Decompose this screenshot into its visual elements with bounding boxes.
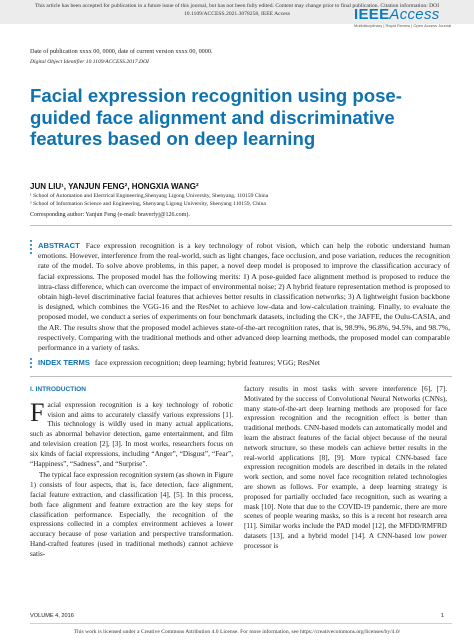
notice-line-2: 10.1109/ACCESS.2021.3078258, IEEE Access (183, 11, 291, 17)
divider-top (30, 225, 452, 226)
corresponding-author: Corresponding author: Yanjun Feng (e-mail: braverfyj@126.com). (30, 212, 190, 218)
body-column-right (244, 385, 447, 554)
logo-ieee-text: IEEE (354, 6, 390, 23)
logo-tagline: Multidisciplinary | Rapid Review | Open Access Journal (354, 23, 452, 28)
page-number: 1 (440, 613, 444, 619)
intro-paragraph-1-text: acial expression recognition is a key technology of robotic vision and aims to accurately classify various expressions [1]. This technology is wildly used in many actual applications, such as abnormal behavior detection, game entertainment, and film and television creation [2], [3]. In most works, researchers focus on six kinds of facial expressions, including “Anger”, “Disgust”, “Fear”, “Happiness”, “Sadness”, and “Surprise”. (30, 400, 233, 468)
divider-footer (30, 623, 452, 624)
body-column-left (30, 385, 233, 562)
index-terms-block (38, 358, 450, 367)
intro-paragraph-1 (30, 397, 233, 470)
ieee-access-logo (354, 6, 462, 34)
volume-label: VOLUME 4, 2016 (30, 613, 74, 619)
section-heading-introduction: I. INTRODUCTION (30, 386, 87, 393)
logo-access-text: Access (389, 6, 440, 23)
affiliation-2: ² School of Information Science and Engineering, Shenyang Ligong University, Shenyang 110159, China (30, 201, 266, 207)
affiliation-1: ¹ School of Automation and Electrical Engineering,Shenyang Ligong University, Shenyang, 110159 China (30, 193, 269, 199)
index-terms-marker-icon (30, 358, 34, 370)
index-terms-text: face expression recognition; deep learning; hybrid features; VGG; ResNet (94, 358, 320, 367)
abstract-marker-icon (30, 240, 34, 256)
paper-title: Facial expression recognition using pose-guided face alignment and discriminative features based on deep learning (30, 85, 402, 149)
abstract-text: Face expression recognition is a key technology of robot vision, which can help the robotic understand human emotions. However, interference from the real-world, such as light changes, face occlusion, and pose variation, reduces the recognition rate of the model. To solve above problems, in this paper, a novel deep model is proposed to improve the classification accuracy of facial expressions. The proposed model has the following merits: 1) A pose-guided face alignment method is proposed to reduce the intra-class difference, which can overcome the impact of environmental noise; 2) A hybrid feature representation method is proposed to obtain high-level discriminative facial features that achieves better results in classification networks; 3) A lightweight fusion backbone is designed, which combines the VGG-16 and the ResNet to achieve low-data and low-calculation training. Finally, to evaluate the proposed model, we conduct a series of experiments on four benchmark datasets, including the CK+, the JAFFE, the Oulu-CASIA, and the AR. The results show that the proposed model achieves state-of-the-art recognition rates, that is, 98.9%, 96.8%, 94.5%, and 98.7%, respectively. Comparing with the traditional methods and other advanced deep learning methods, the proposed model can comparable performance in a variety of tasks. (38, 241, 450, 353)
abstract-label: ABSTRACT (38, 241, 80, 250)
author-list: JUN LIU¹, YANJUN FENG², HONGXIA WANG² (30, 182, 199, 191)
intro-paragraph-2: The typical face expression recognition system (as shown in Figure 1) consists of four aspects, that is, face detection, face alignment, facial feature extraction, and classification [4], [5]. In this process, both face alignment and feature extraction are the key steps for classification performance. Especially, the recognition of the expressions collected in a complex environment achieves a lower accuracy because of pose variation and perspective transformation. Hand-crafted features (used in traditional methods) cannot achieve satis- (30, 471, 233, 558)
doi-line: Digital Object Identifier 10.1109/ACCESS.2017.DOI (30, 59, 149, 65)
publication-date: Date of publication xxxx 00, 0000, date of current version xxxx 00, 0000. (30, 48, 213, 55)
index-terms-label: INDEX TERMS (38, 358, 90, 367)
license-notice: This work is licensed under a Creative Commons Attribution 4.0 License. For more information, see https://creativecommons.org/licenses/by/4.0/ (73, 629, 401, 635)
drop-cap: F (30, 397, 45, 427)
notice-line-1: This article has been accepted for publication in a future issue of this journal, but has not been fully edited. Content may change prior to final publication. Citation information: DOI (34, 3, 440, 9)
intro-paragraph-3: factory results in most tasks with severe interference [6], [7]. Motivated by the success of Convolutional Neural Networks (CNNs), many state-of-the-art deep learning methods are proposed for face expression recognition and the recognition effect is better than traditional methods. CNN-based models can automatically model and learn the abstract features of the facial object because of the neural network structure, so these models can achieve better results in the real-world applications [8], [9]. More typical CNN-based face expression recognition models are described in details in the related work section, and some novel face recognition related technologies are shown as follows. For example, a deep learning strategy is proposed for partially occluded face recognition, such as wearing a mask [10]. Note that due to the COVID-19 pandemic, there are more scenes of people wearing masks, so this is a recent hot research area [11]. Similar works include the PAD model [12], the MFDD/RMFRD datasets [13], and a hybrid model [14]. A CNN-based low power processor is (244, 385, 447, 550)
abstract-block (38, 241, 450, 353)
divider-middle (30, 376, 452, 377)
